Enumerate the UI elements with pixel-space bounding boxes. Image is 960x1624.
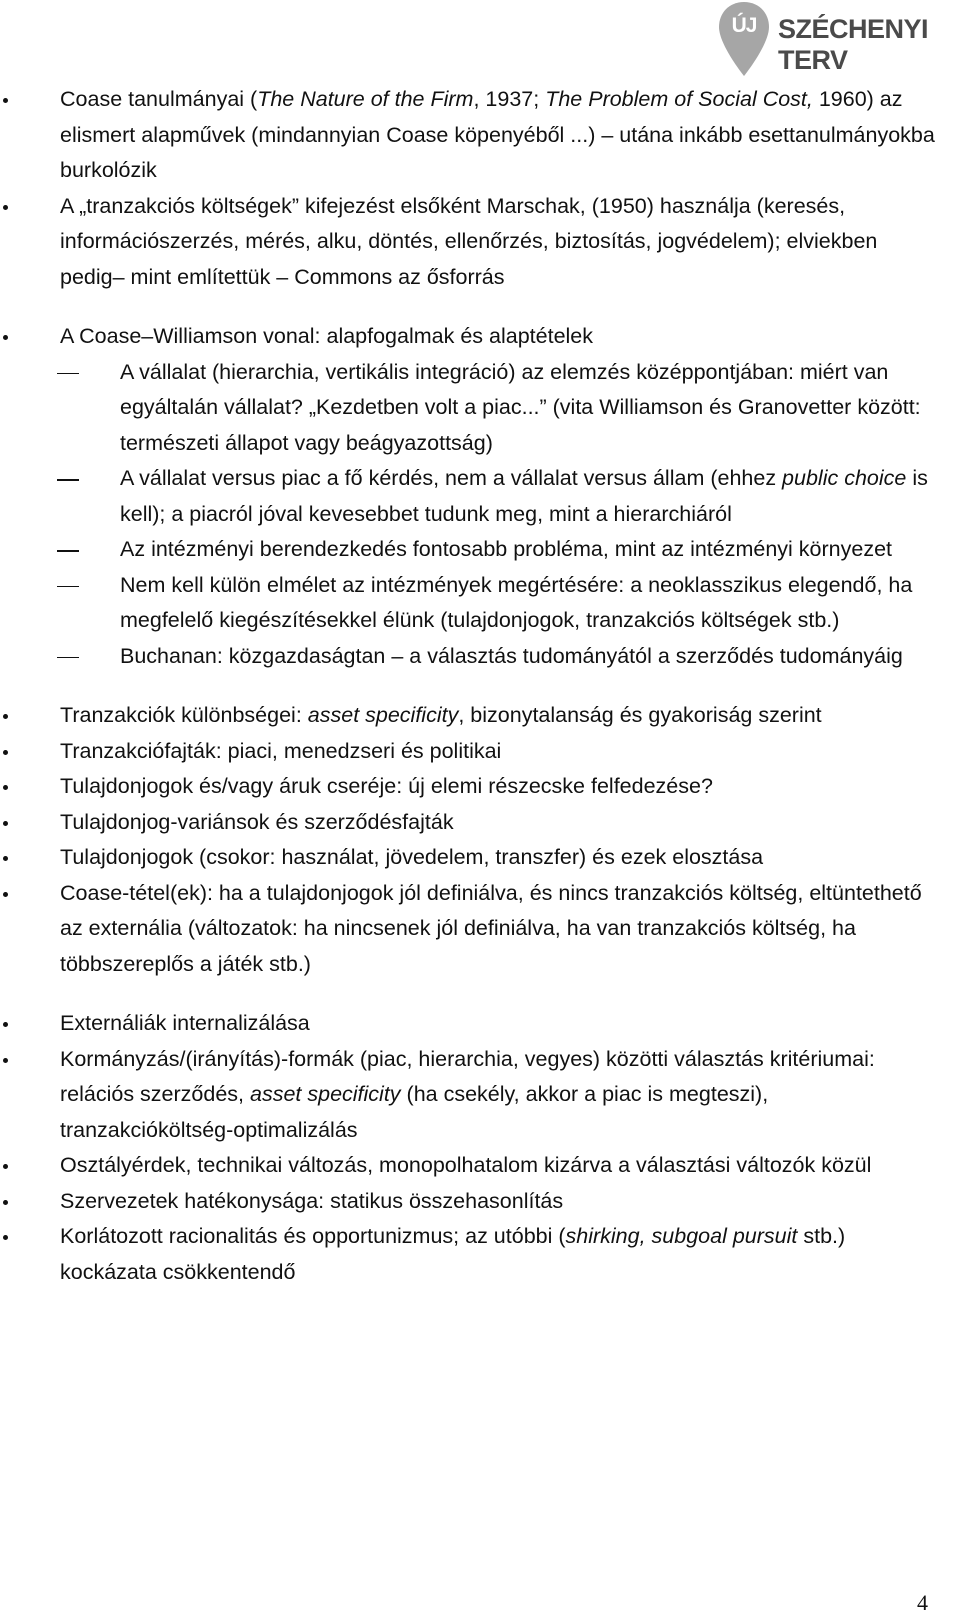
text-run: Tulajdonjog-variánsok és szerződésfajták xyxy=(60,809,454,834)
bullet-icon xyxy=(3,1058,8,1063)
text-run: A Coase–Williamson vonal: alapfogalmak és alaptételek xyxy=(60,324,594,348)
italic-text-run: public choice xyxy=(782,466,907,490)
text-run: stb.) kockázata csökkentendő xyxy=(60,1224,846,1284)
list-item xyxy=(0,698,960,734)
text-run: Kormányzás/(irányítás)-formák (piac, hierarchia, vegyes) közötti választás kritériumai: relációs szerződés, xyxy=(60,1046,875,1106)
bullet-icon xyxy=(3,821,8,826)
italic-text-run: asset specificity xyxy=(250,1082,401,1106)
bullet-group xyxy=(0,82,960,295)
italic-text-run: The Nature of the Firm xyxy=(257,87,474,111)
list-item xyxy=(0,734,960,770)
bullet-group xyxy=(0,698,960,982)
dash-icon xyxy=(57,586,79,588)
bullet-icon xyxy=(3,335,8,340)
text-run: Tulajdonjogok (csokor: használat, jövedelem, transzfer) és ezek elosztása xyxy=(60,845,764,869)
bullet-icon xyxy=(3,856,8,861)
text-run: , bizonytalanság és gyakoriság szerint xyxy=(458,703,822,727)
bullet-icon xyxy=(3,205,8,210)
dash-icon xyxy=(57,550,79,552)
list-item xyxy=(0,805,960,841)
dash-icon xyxy=(57,657,79,659)
sub-list-item xyxy=(0,461,960,532)
italic-text-run: The Problem of Social Cost, xyxy=(545,87,813,111)
logo-wordmark: SZÉCHENYI TERV xyxy=(778,14,929,75)
list-item xyxy=(0,1148,960,1184)
document-body xyxy=(0,82,960,1314)
list-item xyxy=(0,1184,960,1220)
text-run: 1960) az elismert alapművek (mindannyian Coase köpenyéből ...) – utána inkább esettanulmányokba burkolózik xyxy=(60,87,935,182)
text-run: Buchanan: közgazdaságtan – a választás tudományától a szerződés tudományáig xyxy=(120,643,903,668)
sub-list-item xyxy=(0,532,960,568)
dash-icon xyxy=(57,373,79,375)
text-run: Tranzakciók különbségei: xyxy=(60,703,308,727)
text-run: Tranzakciófajták: piaci, menedzseri és politikai xyxy=(60,738,502,763)
text-run: A „tranzakciós költségek” kifejezést elsőként Marschak, (1950) használja (keresés, információszerzés, mérés, alku, döntés, ellenőrzés, biztosítás, jogvédelem); elviekben pedig– mint említettük – Commons az ősforrás xyxy=(60,193,878,289)
logo-pin-label: ÚJ xyxy=(731,14,757,37)
bullet-icon xyxy=(3,1200,8,1205)
text-run: Szervezetek hatékonysága: statikus összehasonlítás xyxy=(60,1188,564,1213)
text-run: Coase tanulmányai ( xyxy=(60,87,258,111)
list-item xyxy=(0,840,960,876)
list-item xyxy=(0,82,960,189)
text-run: , 1937; xyxy=(473,87,546,111)
map-pin-icon xyxy=(716,0,772,78)
list-item xyxy=(0,1219,960,1290)
bullet-icon xyxy=(3,98,8,103)
text-run: Nem kell külön elmélet az intézmények megértésére: a neoklasszikus elegendő, ha megfelelő kiegészítésekkel élünk (tulajdonjogok, tranzakciós költségek stb.) xyxy=(120,572,913,632)
list-item xyxy=(0,189,960,296)
text-run: A vállalat versus piac a fő kérdés, nem a vállalat versus állam (ehhez xyxy=(120,466,783,490)
text-run: Coase-tétel(ek): ha a tulajdonjogok jól definiálva, és nincs tranzakciós költség, eltüntethető az externália (változatok: ha nincsenek jól definiálva, ha van tranzakciós költség, ha többszereplős a játék stb.) xyxy=(60,880,922,976)
text-run: Korlátozott racionalitás és opportunizmus; az utóbbi ( xyxy=(60,1224,566,1248)
bullet-icon xyxy=(3,1164,8,1169)
bullet-icon xyxy=(3,892,8,897)
text-run: Tulajdonjogok és/vagy áruk cseréje: új elemi részecske felfedezése? xyxy=(60,774,713,798)
text-run: (ha csekély, akkor a piac is megteszi), tranzakcióköltség-optimalizálás xyxy=(60,1082,769,1142)
list-item xyxy=(0,769,960,805)
page-number: 4 xyxy=(917,1590,928,1615)
italic-text-run: shirking, subgoal pursuit xyxy=(565,1224,798,1248)
bullet-group xyxy=(0,319,960,674)
text-run: Az intézményi berendezkedés fontosabb probléma, mint az intézményi környezet xyxy=(120,537,893,561)
bullet-icon xyxy=(3,714,8,719)
bullet-group xyxy=(0,1006,960,1290)
list-item xyxy=(0,319,960,355)
bullet-icon xyxy=(3,1235,8,1240)
text-run: Osztályérdek, technikai változás, monopolhatalom kizárva a választási változók közül xyxy=(60,1153,872,1177)
dash-icon xyxy=(57,479,79,481)
szechenyi-terv-logo xyxy=(708,0,960,78)
text-run: is kell); a piacról jóval kevesebbet tudunk meg, mint a hierarchiáról xyxy=(120,466,928,526)
sub-list-item xyxy=(0,355,960,462)
list-item xyxy=(0,1042,960,1149)
text-run: Externáliák internalizálása xyxy=(60,1011,310,1035)
sub-list-item xyxy=(0,639,960,675)
italic-text-run: asset specificity xyxy=(307,703,459,727)
bullet-icon xyxy=(3,1022,8,1027)
list-item xyxy=(0,1006,960,1042)
bullet-icon xyxy=(3,750,8,755)
list-item xyxy=(0,876,960,983)
text-run: A vállalat (hierarchia, vertikális integráció) az elemzés középpontjában: miért van egyáltalán vállalat? „Kezdetben volt a piac...” (vita Williamson és Granovetter között: természeti állapot vagy beágyazottság) xyxy=(120,359,921,455)
bullet-icon xyxy=(3,785,8,790)
sub-list-item xyxy=(0,568,960,639)
